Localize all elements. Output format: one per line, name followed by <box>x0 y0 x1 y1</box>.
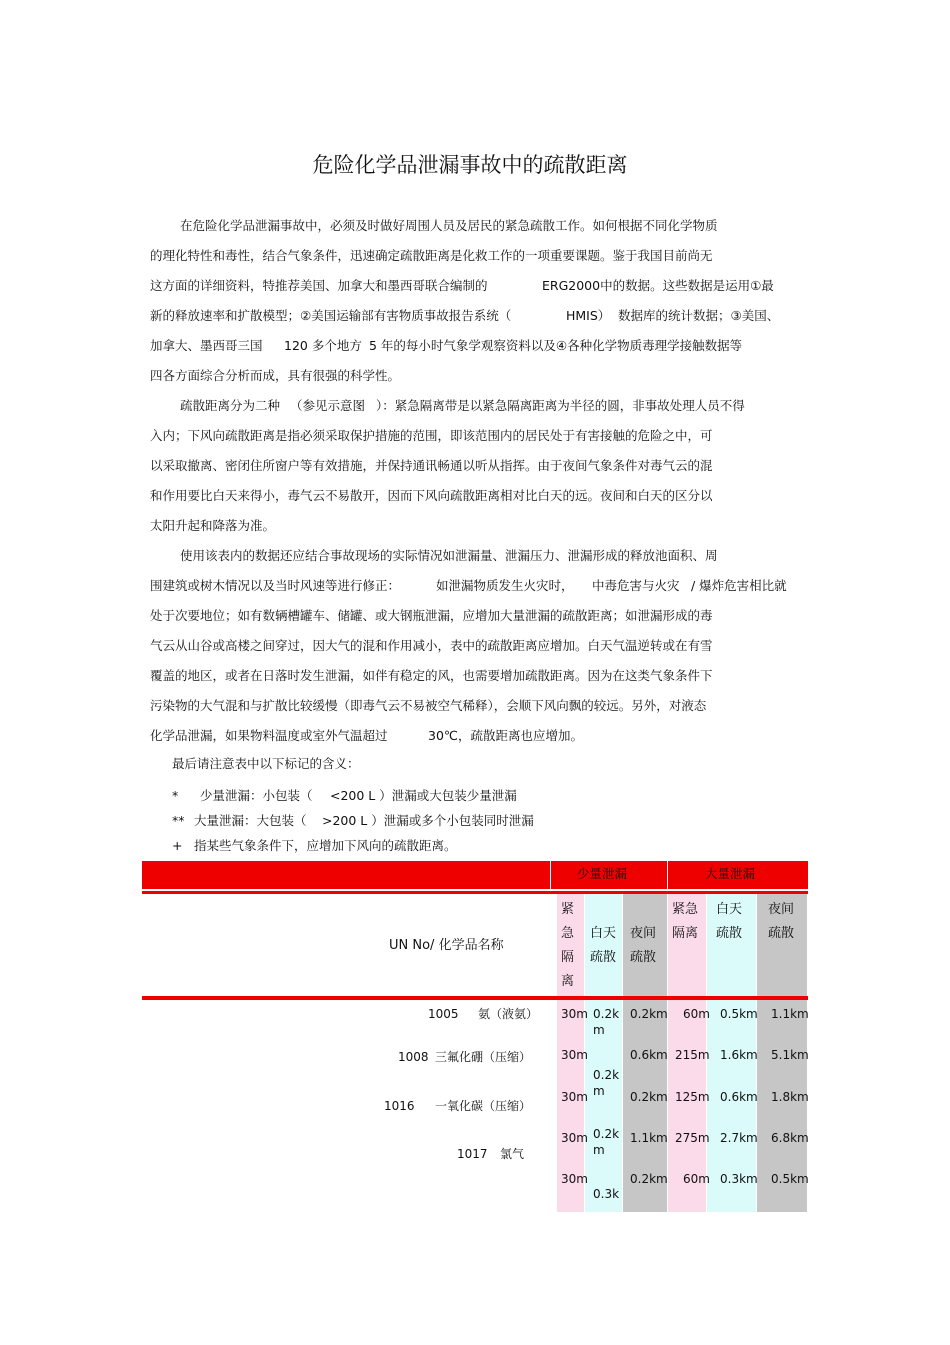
small-isolate: 30m <box>561 1131 588 1145</box>
text-line: 覆盖的地区，或者在日落时发生泄漏，如伴有稳定的风，也需要增加疏散距离。因为在这类气象条件下 <box>150 668 713 683</box>
large-night: 6.8km <box>771 1131 809 1145</box>
small-isolate: 30m <box>561 1090 588 1104</box>
small-isolate: 30m <box>561 1048 588 1062</box>
large-night: 1.1km <box>771 1007 809 1021</box>
text-line: 如泄漏物质发生火灾时， <box>436 578 574 593</box>
small-night: 0.6km <box>630 1048 668 1062</box>
divider <box>550 861 551 889</box>
small-night: 1.1km <box>630 1131 668 1145</box>
small-night: 0.2km <box>630 1007 668 1021</box>
text-line: 的理化特性和毒性，结合气象条件，迅速确定疏散距离是化救工作的一项重要课题。鉴于我国目前尚无 <box>150 248 713 263</box>
text-line: 化学品泄漏，如果物料温度或室外气温超过 <box>150 728 388 743</box>
table-rule <box>142 996 808 1000</box>
un-number: 1008 <box>398 1050 429 1064</box>
column-header-large-isolate: 紧急隔离 <box>672 902 699 941</box>
text-line: 污染物的大气混和与扩散比较缓慢（即毒气云不易被空气稀释），会顺下风向飘的较远。另外，对液态 <box>150 698 707 713</box>
large-day: 2.7km <box>720 1131 758 1145</box>
chemical-name: 氯气 <box>500 1147 525 1161</box>
column-header-small-night: 夜间疏散 <box>630 926 657 965</box>
text-line: 疏散距离分为二种 <box>180 398 281 413</box>
legend-intro: 最后请注意表中以下标记的含义： <box>172 756 360 771</box>
un-number: 1016 <box>384 1099 415 1113</box>
text-line: 围建筑或树木情况以及当时风速等进行修正： <box>150 578 401 593</box>
small-isolate: 30m <box>561 1007 588 1021</box>
small-isolate: 30m <box>561 1172 588 1186</box>
divider <box>667 861 668 889</box>
text-line: ERG2000中的数据。这些数据是运用①最 <box>542 278 774 293</box>
text-line: 处于次要地位；如有数辆槽罐车、储罐、或大钢瓶泄漏，应增加大量泄漏的疏散距离；如泄漏形成的毒 <box>150 608 713 623</box>
small-night: 0.2km <box>630 1172 668 1186</box>
large-night: 1.8km <box>771 1090 809 1104</box>
un-number: 1017 <box>457 1147 488 1161</box>
note-mark: ** <box>172 813 185 828</box>
large-isolate: 60m <box>683 1172 710 1186</box>
large-isolate: 60m <box>683 1007 710 1021</box>
text-line: 这方面的详细资料，特推荐美国、加拿大和墨西哥联合编制的 <box>150 278 488 293</box>
text-line: 和作用要比白天来得小，毒气云不易散开，因而下风向疏散距离相对比白天的远。夜间和白天的区分以 <box>150 488 713 503</box>
text-line: 使用该表内的数据还应结合事故现场的实际情况如泄漏量、泄漏压力、泄漏形成的释放池面积、周 <box>180 548 718 563</box>
text-line: ）：紧急隔离带是以紧急隔离距离为半径的圆，非事故处理人员不得 <box>376 398 745 413</box>
small-day: 0.2km <box>593 1007 620 1037</box>
small-night: 0.2km <box>630 1090 668 1104</box>
note-text: >200 L ）泄漏或多个小包装同时泄漏 <box>322 813 534 828</box>
column-header-large-day: 白天疏散 <box>716 902 743 941</box>
text-line: 数据库的统计数据；③美国、 <box>618 308 780 323</box>
page-title: 危险化学品泄漏事故中的疏散距离 <box>312 153 628 177</box>
text-line: 四各方面综合分析而成，具有很强的科学性。 <box>150 368 401 383</box>
column-header-small-day: 白天疏散 <box>590 926 617 965</box>
text-line: 30℃，疏散距离也应增加。 <box>428 728 583 743</box>
chemical-name: 三氟化硼（压缩） <box>435 1050 532 1064</box>
large-day: 1.6km <box>720 1048 758 1062</box>
note-text: <200 L ）泄漏或大包装少量泄漏 <box>330 788 517 803</box>
text-line: / 爆炸危害相比就 <box>691 578 787 593</box>
column-header-name: UN No/ 化学品名称 <box>389 938 504 953</box>
un-number: 1005 <box>428 1007 459 1021</box>
text-line: 气云从山谷或高楼之间穿过，因大气的混和作用减小，表中的疏散距离应增加。白天气温逆转或在有雪 <box>150 638 713 653</box>
text-line: 太阳升起和降落为准。 <box>150 518 276 533</box>
text-line: 在危险化学品泄漏事故中，必须及时做好周围人员及居民的紧急疏散工作。如何根据不同化学物质 <box>180 218 718 233</box>
group-small-spill: 少量泄漏 <box>577 866 628 881</box>
text-line: 入内；下风向疏散距离是指必须采取保护措施的范围，即该范围内的居民处于有害接触的危险之中，可 <box>150 428 713 443</box>
group-large-spill: 大量泄漏 <box>705 866 756 881</box>
note-mark: + <box>172 838 183 853</box>
large-day: 0.5km <box>720 1007 758 1021</box>
text-line: 5 年的每小时气象学观察资料以及④各种化学物质毒理学接触数据等 <box>369 338 743 353</box>
text-line: 加拿大、墨西哥三国 <box>150 338 263 353</box>
chemical-name: 一氧化碳（压缩） <box>435 1099 532 1113</box>
large-night: 0.5km <box>771 1172 809 1186</box>
text-line: 中毒危害与火灾 <box>592 578 680 593</box>
small-day: 0.3k <box>593 1187 620 1201</box>
large-isolate: 125m <box>675 1090 710 1104</box>
text-line: 以采取撤离、密闭住所窗户等有效措施，并保持通讯畅通以听从指挥。由于夜间气象条件对毒气云的混 <box>150 458 713 473</box>
note-mark: * <box>172 788 179 803</box>
text-line: 120 多个地方 <box>284 338 362 353</box>
large-isolate: 215m <box>675 1048 710 1062</box>
large-isolate: 275m <box>675 1131 710 1145</box>
small-day: 0.2km <box>593 1068 620 1098</box>
chemical-name: 氨（液氨） <box>478 1007 539 1021</box>
note-text: 大量泄漏：大包装（ <box>194 813 307 828</box>
text-line: 新的释放速率和扩散模型；②美国运输部有害物质事故报告系统（ <box>150 308 512 323</box>
large-night: 5.1km <box>771 1048 809 1062</box>
note-text: 少量泄漏：小包装（ <box>200 788 313 803</box>
large-day: 0.6km <box>720 1090 758 1104</box>
small-day: 0.2km <box>593 1127 620 1157</box>
text-line: HMIS） <box>566 308 611 323</box>
column-header-large-night: 夜间疏散 <box>768 902 795 941</box>
column-header-small-isolate: 紧急隔离 <box>561 902 575 989</box>
note-text: 指某些气象条件下，应增加下风向的疏散距离。 <box>194 838 457 853</box>
text-line: （参见示意图 <box>290 398 366 413</box>
large-day: 0.3km <box>720 1172 758 1186</box>
